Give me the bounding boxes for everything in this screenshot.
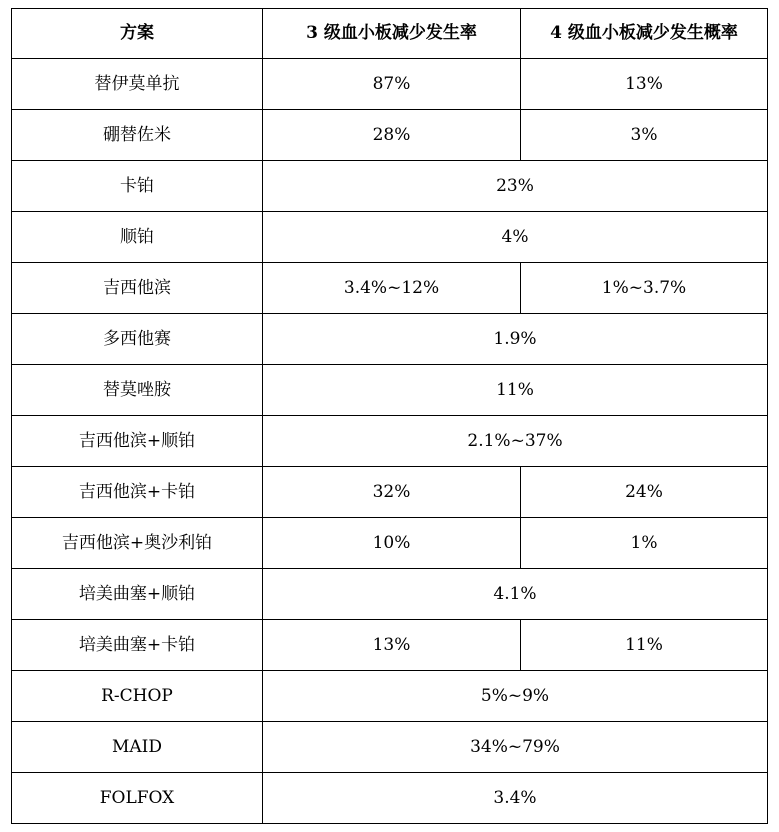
regimen-name: 吉西他滨 — [12, 263, 263, 314]
header-grade3-rate: 3 级血小板减少发生率 — [263, 9, 521, 59]
table-row — [12, 161, 768, 212]
regimen-name: 吉西他滨+顺铂 — [12, 416, 263, 467]
combined-rate: 2.1%~37% — [263, 416, 768, 467]
grade3-rate: 28% — [263, 110, 521, 161]
grade4-rate: 1%~3.7% — [521, 263, 768, 314]
grade3-rate: 32% — [263, 467, 521, 518]
table-row — [12, 314, 768, 365]
regimen-name: FOLFOX — [12, 773, 263, 824]
table-row — [12, 671, 768, 722]
grade4-rate: 3% — [521, 110, 768, 161]
grade4-rate: 13% — [521, 59, 768, 110]
regimen-name: 培美曲塞+顺铂 — [12, 569, 263, 620]
regimen-name: 培美曲塞+卡铂 — [12, 620, 263, 671]
grade4-rate: 24% — [521, 467, 768, 518]
combined-rate: 34%~79% — [263, 722, 768, 773]
combined-rate: 23% — [263, 161, 768, 212]
table-row — [12, 569, 768, 620]
combined-rate: 3.4% — [263, 773, 768, 824]
combined-rate: 4% — [263, 212, 768, 263]
table-row — [12, 263, 768, 314]
regimen-name: 卡铂 — [12, 161, 263, 212]
regimen-name: 多西他赛 — [12, 314, 263, 365]
regimen-name: 替莫唑胺 — [12, 365, 263, 416]
table-row — [12, 518, 768, 569]
thrombocytopenia-table-container — [11, 8, 768, 824]
table-row — [12, 722, 768, 773]
header-regimen: 方案 — [12, 9, 263, 59]
header-grade4-rate: 4 级血小板减少发生概率 — [521, 9, 768, 59]
combined-rate: 1.9% — [263, 314, 768, 365]
table-row — [12, 416, 768, 467]
grade3-rate: 13% — [263, 620, 521, 671]
grade3-rate: 10% — [263, 518, 521, 569]
table-row — [12, 773, 768, 824]
grade3-rate: 87% — [263, 59, 521, 110]
header-row — [12, 9, 768, 59]
table-row — [12, 365, 768, 416]
regimen-name: 吉西他滨+奥沙利铂 — [12, 518, 263, 569]
table-row — [12, 620, 768, 671]
table-row — [12, 467, 768, 518]
regimen-name: R-CHOP — [12, 671, 263, 722]
grade4-rate: 11% — [521, 620, 768, 671]
table-row — [12, 110, 768, 161]
regimen-name: 顺铂 — [12, 212, 263, 263]
combined-rate: 11% — [263, 365, 768, 416]
combined-rate: 4.1% — [263, 569, 768, 620]
combined-rate: 5%~9% — [263, 671, 768, 722]
grade4-rate: 1% — [521, 518, 768, 569]
thrombocytopenia-rate-table — [11, 8, 768, 824]
regimen-name: MAID — [12, 722, 263, 773]
regimen-name: 替伊莫单抗 — [12, 59, 263, 110]
regimen-name: 硼替佐米 — [12, 110, 263, 161]
grade3-rate: 3.4%~12% — [263, 263, 521, 314]
table-row — [12, 212, 768, 263]
table-row — [12, 59, 768, 110]
regimen-name: 吉西他滨+卡铂 — [12, 467, 263, 518]
